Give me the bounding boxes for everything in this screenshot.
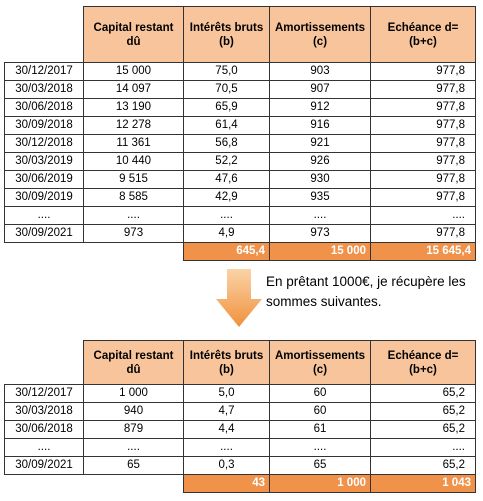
header-echeance: Echéance d=(b+c) [371,7,476,63]
interets-cell: 65,9 [184,99,270,117]
header-row [5,7,476,63]
interets-cell: 61,4 [184,117,270,135]
capital-cell: 14 097 [84,81,184,99]
interets-cell: 0,3 [184,457,270,475]
date-cell: 30/06/2018 [5,99,84,117]
amortissements-cell: 916 [270,117,371,135]
amortissements-cell: 973 [270,225,371,243]
table-row [5,81,476,99]
amortissements-cell: .... [270,439,371,457]
capital-cell: 65 [84,457,184,475]
amortissements-cell: 935 [270,189,371,207]
total-interets: 43 [184,475,270,493]
capital-cell: .... [84,439,184,457]
total-interets: 645,4 [184,243,270,261]
capital-cell: 15 000 [84,63,184,81]
capital-cell: 8 585 [84,189,184,207]
date-cell: 30/09/2018 [5,117,84,135]
echeance-cell: 65,2 [371,457,476,475]
amortissements-cell: 60 [270,385,371,403]
table-row [5,117,476,135]
amortissements-cell: 61 [270,421,371,439]
table-row [5,135,476,153]
total-amortissements: 1 000 [270,475,371,493]
table-row [5,225,476,243]
date-cell: 30/12/2017 [5,63,84,81]
interets-cell: 70,5 [184,81,270,99]
date-cell: 30/09/2021 [5,225,84,243]
header-amortissements: Amortissements (c) [270,7,371,63]
capital-cell: 11 361 [84,135,184,153]
amortissements-cell: 907 [270,81,371,99]
date-cell: 30/09/2019 [5,189,84,207]
echeance-cell: 65,2 [371,421,476,439]
amortissements-cell: .... [270,207,371,225]
table-row [5,99,476,117]
amortissements-cell: 930 [270,171,371,189]
table-row [5,171,476,189]
header-capital: Capital restant dû [84,7,184,63]
date-cell: 30/06/2018 [5,421,84,439]
table-bottom-body [5,385,476,475]
interets-cell: 4,4 [184,421,270,439]
explanation-text: En prêtant 1000€, je récupère les sommes suivantes. [266,274,466,309]
totals-blank-1 [5,243,84,261]
date-cell: 30/12/2017 [5,385,84,403]
totals-blank-2 [84,475,184,493]
echeance-cell: 65,2 [371,403,476,421]
capital-cell: 12 278 [84,117,184,135]
table-top [4,6,476,261]
table-row [5,153,476,171]
table-bottom [4,340,476,493]
table-row [5,457,476,475]
interets-cell: .... [184,207,270,225]
echeance-cell: 977,8 [371,225,476,243]
amortissements-cell: 60 [270,403,371,421]
echeance-cell: 65,2 [371,385,476,403]
date-cell: 30/03/2019 [5,153,84,171]
header-echeance: Echéance d=(b+c) [371,341,476,385]
echeance-cell: 977,8 [371,117,476,135]
interets-cell: 56,8 [184,135,270,153]
interets-cell: 4,9 [184,225,270,243]
date-cell: 30/03/2018 [5,403,84,421]
totals-row [5,475,476,493]
date-cell: 30/09/2021 [5,457,84,475]
date-cell: 30/12/2018 [5,135,84,153]
down-arrow-icon [216,269,262,327]
total-amortissements: 15 000 [270,243,371,261]
totals-blank-1 [5,475,84,493]
table-row [5,439,476,457]
interets-cell: .... [184,439,270,457]
date-cell: 30/03/2018 [5,81,84,99]
echeance-cell: 977,8 [371,189,476,207]
total-echeance: 15 645,4 [371,243,476,261]
date-cell: .... [5,207,84,225]
echeance-cell: 977,8 [371,63,476,81]
amortissements-cell: 65 [270,457,371,475]
interets-cell: 42,9 [184,189,270,207]
interets-cell: 75,0 [184,63,270,81]
header-interets: Intérêts bruts (b) [184,7,270,63]
capital-cell: 940 [84,403,184,421]
amortissements-cell: 926 [270,153,371,171]
capital-cell: 9 515 [84,171,184,189]
total-echeance: 1 043 [371,475,476,493]
header-interets: Intérêts bruts (b) [184,341,270,385]
table-row [5,207,476,225]
echeance-cell: 977,8 [371,153,476,171]
echeance-cell: 977,8 [371,81,476,99]
table-row [5,421,476,439]
header-capital: Capital restant dû [84,341,184,385]
table-row [5,189,476,207]
header-amortissements: Amortissements (c) [270,341,371,385]
amortissements-cell: 921 [270,135,371,153]
capital-cell: 973 [84,225,184,243]
interets-cell: 52,2 [184,153,270,171]
amortissements-cell: 903 [270,63,371,81]
capital-cell: 1 000 [84,385,184,403]
echeance-cell: 977,8 [371,171,476,189]
header-blank [5,341,84,385]
echeance-cell: .... [371,439,476,457]
interets-cell: 5,0 [184,385,270,403]
echeance-cell: 977,8 [371,135,476,153]
date-cell: .... [5,439,84,457]
totals-blank-2 [84,243,184,261]
header-row [5,341,476,385]
capital-cell: 13 190 [84,99,184,117]
header-blank [5,7,84,63]
amortissements-cell: 912 [270,99,371,117]
table-top-body [5,63,476,243]
table-row [5,403,476,421]
echeance-cell: 977,8 [371,99,476,117]
table-row [5,385,476,403]
totals-row [5,243,476,261]
table-row [5,63,476,81]
interets-cell: 47,6 [184,171,270,189]
interets-cell: 4,7 [184,403,270,421]
capital-cell: 879 [84,421,184,439]
date-cell: 30/06/2019 [5,171,84,189]
echeance-cell: .... [371,207,476,225]
capital-cell: .... [84,207,184,225]
capital-cell: 10 440 [84,153,184,171]
